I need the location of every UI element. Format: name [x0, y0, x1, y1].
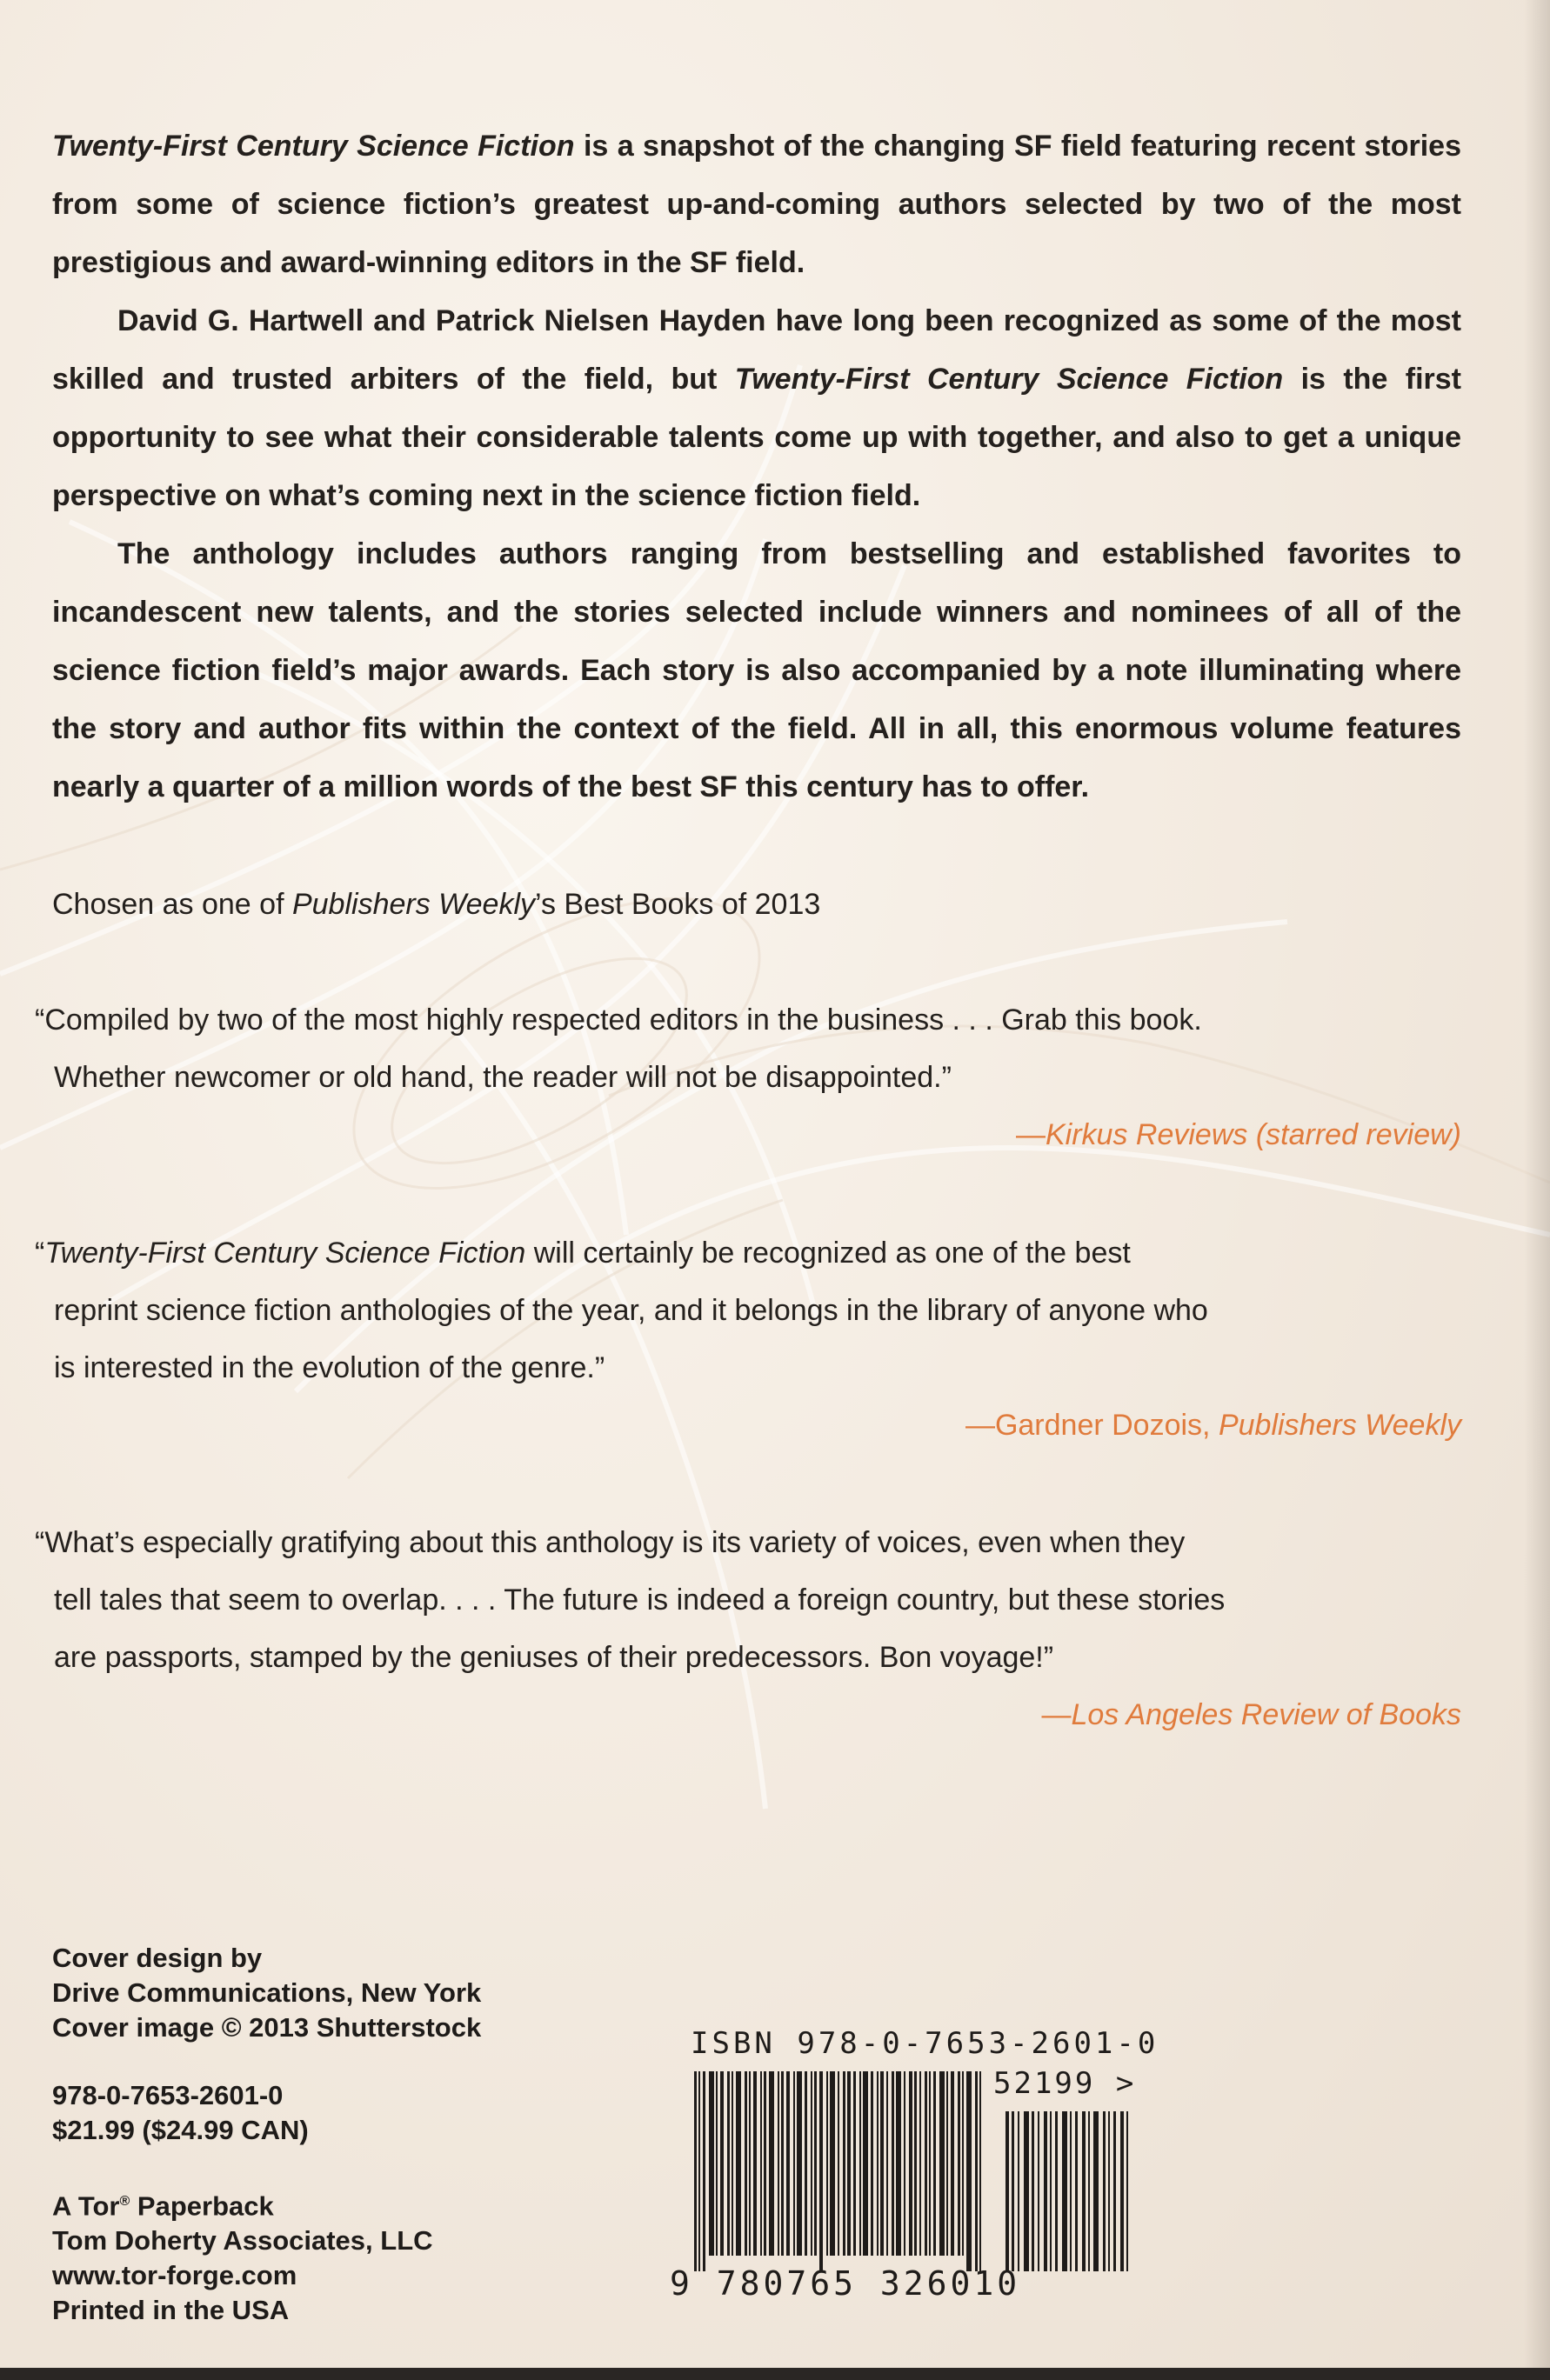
- barcode-addon-bar: [1108, 2111, 1110, 2271]
- barcode-bar: [966, 2071, 972, 2271]
- barcode-bar: [946, 2071, 948, 2256]
- barcode-addon-bar: [1120, 2111, 1124, 2271]
- barcode-addon-bar: [1012, 2111, 1014, 2271]
- barcode-bar: [896, 2071, 901, 2256]
- barcode-bar: [811, 2071, 812, 2256]
- barcode-bar: [979, 2071, 981, 2271]
- quote-line: “Compiled by two of the most highly respected editors in the business . . . Grab this book.: [35, 1003, 1202, 1037]
- isbn-text: 978-0-7653-2601-0: [52, 2080, 284, 2110]
- barcode-bar: [853, 2071, 856, 2256]
- price-text: $21.99 ($24.99 CAN): [52, 2115, 309, 2145]
- barcode-bar: [877, 2071, 879, 2256]
- barcode-addon-bar: [1050, 2111, 1052, 2271]
- quote-attribution: —Kirkus Reviews (starred review): [1016, 1118, 1461, 1151]
- barcode-addon-bar: [1126, 2111, 1128, 2271]
- barcode-bar: [764, 2071, 766, 2256]
- book-title: Twenty-First Century Science Fiction: [734, 363, 1284, 396]
- publisher-website: www.tor-forge.com: [52, 2260, 297, 2291]
- blurb-paragraph-3: The anthology includes authors ranging from bestselling and established favorites to incandescent new talents, and the stories selected include winners and nominees of all of the science fiction field’s major awards. Each story is also accompanied by a note illuminating where the story and author fits within the context of the field. All in all, this enormous volume features nearly a quarter of a million words of the best SF this century has to offer.: [52, 537, 1461, 803]
- blurb-paragraph-1: Twenty-First Century Science Fiction is a snapshot of the changing SF field featuring recent stories from some of science fiction’s greatest up-and-coming authors selected by two of the most prestigious and award-winning editors in the SF field.: [52, 130, 1462, 279]
- barcode-bar: [880, 2071, 884, 2256]
- barcode-addon-bar: [1038, 2111, 1039, 2271]
- quote-attribution: —Los Angeles Review of Books: [1041, 1698, 1461, 1731]
- publisher-info: A Tor® Paperback Tom Doherty Associates, LLC www.tor-forge.com Printed in the USA: [52, 2184, 574, 2328]
- barcode-bar: [939, 2071, 945, 2256]
- barcode-bar: [709, 2071, 714, 2256]
- barcode-addon-bar: [1082, 2111, 1086, 2271]
- barcode-bar: [786, 2071, 790, 2256]
- barcode-addon-bar: [1103, 2111, 1106, 2271]
- quote-attribution: —Gardner Dozois, Publishers Weekly: [965, 1409, 1461, 1442]
- quote-line: reprint science fiction anthologies of the year, and it belongs in the library of anyone who: [54, 1294, 1208, 1327]
- barcode-addon-digits: 52199 >: [993, 2066, 1137, 2101]
- quote-line: tell tales that seem to overlap. . . . The future is indeed a foreign country, but these stories: [54, 1583, 1226, 1617]
- barcode-bar: [958, 2071, 960, 2256]
- barcode-bar: [904, 2071, 905, 2256]
- quote-line: “Twenty-First Century Science Fiction will certainly be recognized as one of the best: [35, 1237, 1131, 1270]
- barcode-addon-bar: [1075, 2111, 1078, 2271]
- barcode-bar: [745, 2071, 747, 2256]
- barcode-bar: [847, 2071, 851, 2256]
- barcode-bar: [859, 2071, 861, 2256]
- barcode-bar: [793, 2071, 795, 2256]
- barcode-bar: [909, 2071, 912, 2256]
- barcode-bar: [929, 2071, 931, 2256]
- barcode-bar: [830, 2071, 835, 2256]
- barcode-bar: [760, 2071, 762, 2256]
- barcode-bar: [805, 2071, 807, 2256]
- barcode-addon-bar: [1093, 2111, 1099, 2271]
- isbn-barcode: [670, 2026, 1157, 2322]
- barcode-addon-bar: [1018, 2111, 1019, 2271]
- barcode-bar: [826, 2071, 828, 2256]
- barcode-bar: [797, 2071, 802, 2256]
- description-blurb: [52, 117, 1461, 817]
- barcode-bar: [819, 2071, 823, 2271]
- barcode-bar: [863, 2071, 868, 2256]
- barcode-bar: [843, 2071, 845, 2256]
- barcode-addon-bar: [1088, 2111, 1090, 2271]
- barcode-bar: [703, 2071, 705, 2271]
- barcode-bar: [720, 2071, 724, 2256]
- barcode-digits: 9 780765 326010: [670, 2264, 1021, 2303]
- barcode-bar: [838, 2071, 839, 2256]
- barcode-bar: [694, 2071, 697, 2271]
- barcode-bar: [814, 2071, 817, 2256]
- review-quote-dozois: [35, 1224, 1461, 1454]
- barcode-bar: [871, 2071, 873, 2256]
- blurb-paragraph-2: David G. Hartwell and Patrick Nielsen Hayden have long been recognized as some of the most skilled and trusted arbiters of the field, but Twenty-First Century Science Fiction is the first opportunity to see what their considerable talents come up with together, and also to get a unique perspective on what’s coming next in the science fiction field.: [52, 304, 1461, 512]
- barcode-bar: [892, 2071, 894, 2256]
- barcode-addon-bar: [1032, 2111, 1034, 2271]
- barcode-bar: [778, 2071, 779, 2256]
- barcode-addon-bar: [1055, 2111, 1058, 2271]
- barcode-isbn-label: ISBN 978-0-7653-2601-0: [691, 2026, 1159, 2061]
- barcode-bar: [753, 2071, 757, 2256]
- barcode-bar: [727, 2071, 730, 2256]
- review-quote-kirkus: [35, 991, 1461, 1163]
- barcode-bar: [933, 2071, 936, 2256]
- barcode-bar: [698, 2071, 700, 2271]
- barcode-bar: [769, 2071, 774, 2256]
- book-title: Twenty-First Century Science Fiction: [52, 130, 575, 163]
- spine-shadow: [1524, 0, 1550, 2380]
- barcode-addon-bar: [1005, 2111, 1009, 2271]
- barcode-bar: [716, 2071, 718, 2256]
- award-note: Chosen as one of Publishers Weekly’s Best Books of 2013: [52, 888, 821, 921]
- quote-line: “What’s especially gratifying about this anthology is its variety of voices, even when they: [35, 1526, 1186, 1559]
- barcode-bar: [736, 2071, 741, 2256]
- quote-line: is interested in the evolution of the genre.”: [54, 1351, 605, 1384]
- barcode-addon-bar: [1044, 2111, 1047, 2271]
- barcode-addon-bar: [1113, 2111, 1116, 2271]
- barcode-bar: [914, 2071, 917, 2256]
- barcode-bar: [781, 2071, 784, 2256]
- barcode-addon-bar: [1062, 2111, 1067, 2271]
- barcode-bar: [732, 2071, 733, 2256]
- barcode-bar: [919, 2071, 921, 2256]
- barcode-bar: [975, 2071, 978, 2271]
- cover-credits: Cover design by Drive Communications, New York Cover image © 2013 Shutterstock: [52, 1943, 482, 2043]
- barcode-bar: [962, 2071, 964, 2256]
- barcode-bar: [886, 2071, 888, 2256]
- barcode-bars: [687, 2071, 1139, 2271]
- review-quote-la-review: [35, 1514, 1461, 1743]
- barcode-bar: [749, 2071, 751, 2256]
- quote-line: Whether newcomer or old hand, the reader will not be disappointed.”: [54, 1061, 952, 1094]
- barcode-bar: [951, 2071, 954, 2256]
- barcode-addon-bar: [1070, 2111, 1072, 2271]
- isbn-price: [52, 2078, 574, 2148]
- bottom-edge: [0, 2368, 1550, 2380]
- quote-line: are passports, stamped by the geniuses of their predecessors. Bon voyage!”: [54, 1641, 1054, 1674]
- barcode-bar: [925, 2071, 927, 2256]
- barcode-addon-bar: [1024, 2111, 1029, 2271]
